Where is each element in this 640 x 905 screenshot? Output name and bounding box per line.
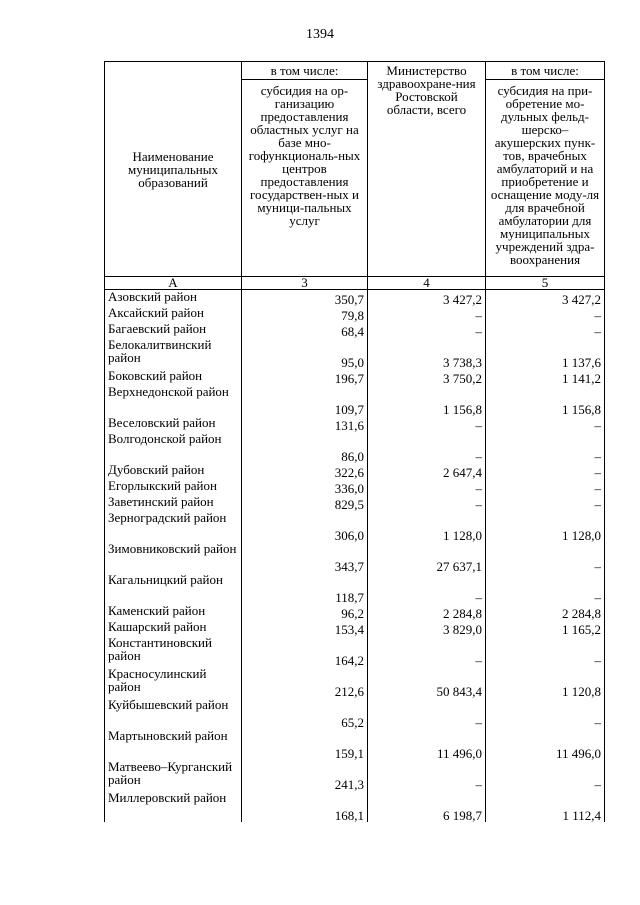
row-c3: 343,7 — [242, 542, 368, 573]
table-row — [105, 463, 605, 479]
table-row — [105, 416, 605, 432]
header-mfc-subsidy: субсидия на ор-ганизацию предоставления областных услуг на базе мно-гофункциональ-ных центров предоставления государствен-ных и муници-пальных услуг — [242, 80, 368, 277]
row-c3: 241,3 — [242, 760, 368, 791]
row-c4: 3 829,0 — [368, 620, 486, 636]
row-name: Багаевский район — [105, 322, 242, 338]
row-c4: 3 750,2 — [368, 369, 486, 385]
row-c5: – — [486, 463, 605, 479]
row-c3: 96,2 — [242, 604, 368, 620]
table-row — [105, 667, 605, 698]
table-row — [105, 636, 605, 667]
row-c4: 6 198,7 — [368, 791, 486, 822]
row-c5: – — [486, 306, 605, 322]
row-c4: – — [368, 760, 486, 791]
row-c3: 68,4 — [242, 322, 368, 338]
budget-table — [104, 61, 605, 822]
header-group2-label: в том числе: — [486, 62, 605, 80]
row-name: Верхнедонской район — [105, 385, 242, 416]
row-name: Заветинский район — [105, 495, 242, 511]
row-name: Азовский район — [105, 290, 242, 307]
row-c4: 3 738,3 — [368, 338, 486, 369]
row-name: Волгодонской район — [105, 432, 242, 463]
table-row — [105, 290, 605, 307]
row-c3: 79,8 — [242, 306, 368, 322]
row-name: Куйбышевский район — [105, 698, 242, 729]
row-c5: – — [486, 698, 605, 729]
row-c3: 159,1 — [242, 729, 368, 760]
row-name: Боковский район — [105, 369, 242, 385]
row-c4: – — [368, 322, 486, 338]
row-c5: – — [486, 479, 605, 495]
row-c5: 1 112,4 — [486, 791, 605, 822]
row-name: Кашарский район — [105, 620, 242, 636]
row-c5: 3 427,2 — [486, 290, 605, 307]
row-c4: – — [368, 698, 486, 729]
row-c4: 2 284,8 — [368, 604, 486, 620]
row-c5: 1 156,8 — [486, 385, 605, 416]
row-c5: – — [486, 573, 605, 604]
row-name: Красносулинский район — [105, 667, 242, 698]
row-c4: – — [368, 479, 486, 495]
row-c5: 1 120,8 — [486, 667, 605, 698]
row-c5: – — [486, 495, 605, 511]
row-c4: 50 843,4 — [368, 667, 486, 698]
row-name: Веселовский район — [105, 416, 242, 432]
row-c5: – — [486, 416, 605, 432]
header-municipality: Наименование муниципальных образований — [105, 62, 242, 277]
table-row — [105, 369, 605, 385]
row-c4: – — [368, 636, 486, 667]
row-c4: – — [368, 432, 486, 463]
row-name: Матвеево–Курганский район — [105, 760, 242, 791]
table-row — [105, 791, 605, 822]
row-name: Мартыновский район — [105, 729, 242, 760]
row-name: Егорлыкский район — [105, 479, 242, 495]
row-c4: 2 647,4 — [368, 463, 486, 479]
table-row — [105, 729, 605, 760]
table-row — [105, 542, 605, 573]
row-name: Константиновский район — [105, 636, 242, 667]
row-name: Каменский район — [105, 604, 242, 620]
row-c5: 1 137,6 — [486, 338, 605, 369]
header-group1-label: в том числе: — [242, 62, 368, 80]
header-ministry-total: Министерство здравоохране-ния Ростовской области, всего — [368, 62, 486, 277]
row-c3: 168,1 — [242, 791, 368, 822]
header-medical-subsidy: субсидия на при-обретение мо-дульных фельд-шерско–акушерских пунк-тов, врачебных амбулаторий и на приобретение и оснащение моду-ля для врачебной амбулатории для муниципальных учреждений здра-воохранения — [486, 80, 605, 277]
row-name: Миллеровский район — [105, 791, 242, 822]
row-c5: 11 496,0 — [486, 729, 605, 760]
table-row — [105, 432, 605, 463]
row-c4: – — [368, 573, 486, 604]
table-row — [105, 698, 605, 729]
header-letter-c4: 4 — [368, 277, 486, 290]
row-c5: – — [486, 542, 605, 573]
header-letter-c5: 5 — [486, 277, 605, 290]
row-c4: – — [368, 416, 486, 432]
row-c5: – — [486, 432, 605, 463]
row-name: Кагальницкий район — [105, 573, 242, 604]
row-c5: 1 165,2 — [486, 620, 605, 636]
row-name: Дубовский район — [105, 463, 242, 479]
row-c3: 350,7 — [242, 290, 368, 307]
row-c4: 3 427,2 — [368, 290, 486, 307]
page-number: 1394 — [306, 27, 334, 42]
row-name: Аксайский район — [105, 306, 242, 322]
row-c3: 95,0 — [242, 338, 368, 369]
header-letter-c3: 3 — [242, 277, 368, 290]
row-c4: 11 496,0 — [368, 729, 486, 760]
row-name: Белокалитвинский район — [105, 338, 242, 369]
table-row — [105, 479, 605, 495]
table-row — [105, 495, 605, 511]
row-c3: 306,0 — [242, 511, 368, 542]
header-letter-name: А — [105, 277, 242, 290]
table-row — [105, 338, 605, 369]
table-row — [105, 604, 605, 620]
row-c3: 829,5 — [242, 495, 368, 511]
row-c3: 336,0 — [242, 479, 368, 495]
row-c3: 212,6 — [242, 667, 368, 698]
row-c3: 153,4 — [242, 620, 368, 636]
row-c5: – — [486, 636, 605, 667]
table-row — [105, 385, 605, 416]
row-c5: 1 128,0 — [486, 511, 605, 542]
table-row — [105, 573, 605, 604]
row-c5: 1 141,2 — [486, 369, 605, 385]
row-c3: 131,6 — [242, 416, 368, 432]
row-c4: – — [368, 495, 486, 511]
row-c5: 2 284,8 — [486, 604, 605, 620]
row-c3: 196,7 — [242, 369, 368, 385]
table-row — [105, 760, 605, 791]
table-row — [105, 511, 605, 542]
table-row — [105, 306, 605, 322]
row-c3: 109,7 — [242, 385, 368, 416]
row-c3: 322,6 — [242, 463, 368, 479]
row-c4: – — [368, 306, 486, 322]
row-c3: 118,7 — [242, 573, 368, 604]
row-c4: 27 637,1 — [368, 542, 486, 573]
table-row — [105, 322, 605, 338]
row-c3: 86,0 — [242, 432, 368, 463]
row-c4: 1 128,0 — [368, 511, 486, 542]
row-c4: 1 156,8 — [368, 385, 486, 416]
row-c3: 164,2 — [242, 636, 368, 667]
row-c5: – — [486, 322, 605, 338]
row-c3: 65,2 — [242, 698, 368, 729]
row-name: Зимовниковский район — [105, 542, 242, 573]
row-c5: – — [486, 760, 605, 791]
table-row — [105, 620, 605, 636]
row-name: Зерноградский район — [105, 511, 242, 542]
